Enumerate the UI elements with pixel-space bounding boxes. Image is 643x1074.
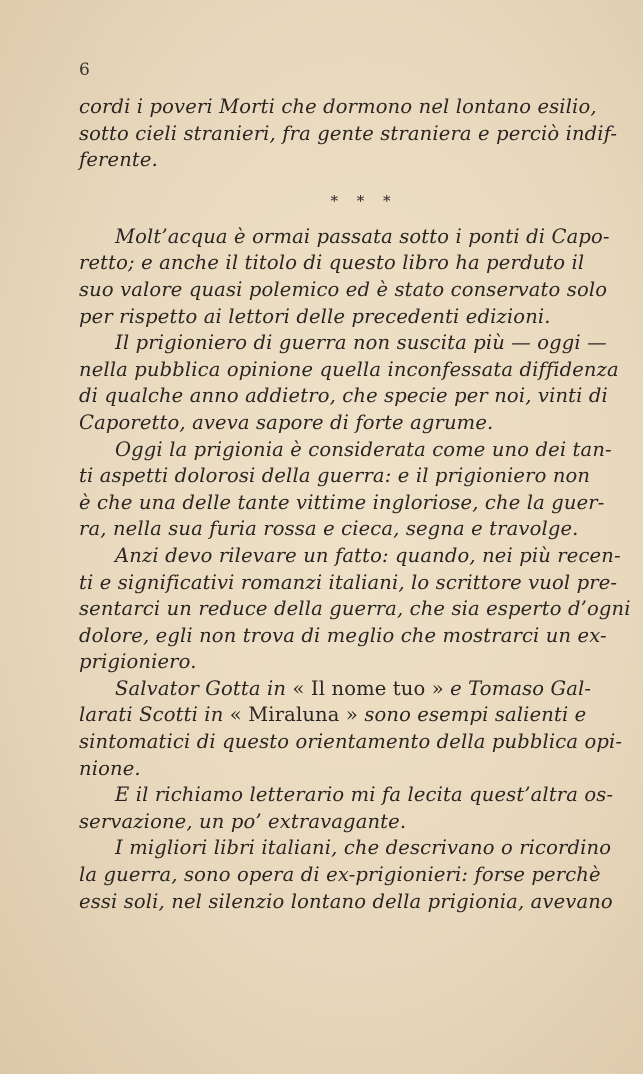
text-segment: larati Scotti in xyxy=(79,703,230,727)
text-line xyxy=(79,835,612,862)
text-line xyxy=(79,862,609,889)
text-segment: essi soli, nel silenzio lontano della prigionia, avevano xyxy=(79,889,613,913)
text-line xyxy=(79,437,612,464)
text-line xyxy=(79,623,609,650)
text-line xyxy=(79,676,609,703)
text-line xyxy=(79,410,609,437)
text-segment: servazione, un po’ extravagante. xyxy=(79,809,407,833)
text-line xyxy=(79,729,623,756)
body-text xyxy=(79,94,631,915)
book-title: « Il nome tuo » xyxy=(292,676,444,700)
text-segment: ferente. xyxy=(79,148,158,172)
text-segment: di qualche anno addietro, che specie per noi, vinti di xyxy=(79,384,608,408)
text-segment: nella pubblica opinione quella inconfessata diffidenza xyxy=(79,357,619,381)
text-segment: nione. xyxy=(79,756,141,780)
text-segment: I migliori libri italiani, che descrivano o ricordino xyxy=(115,836,612,860)
text-segment: la guerra, sono opera di ex-prigionieri: forse perchè xyxy=(79,863,601,887)
text-segment: Il prigioniero di guerra non suscita più — oggi — xyxy=(115,331,607,355)
text-segment: Oggi la prigionia è considerata come uno dei tan- xyxy=(115,437,612,461)
book-title: « Miraluna » xyxy=(229,703,358,727)
text-segment: cordi i poveri Morti che dormono nel lontano esilio, xyxy=(79,95,597,118)
text-segment: Caporetto, aveva sapore di forte agrume. xyxy=(79,410,494,434)
text-line xyxy=(79,304,609,331)
text-segment: ti aspetti dolorosi della guerra: e il prigioniero non xyxy=(79,464,591,488)
text-segment: sintomatici di questo orientamento della pubblica opi- xyxy=(79,730,623,754)
text-line xyxy=(79,570,618,597)
text-segment: e Tomaso Gal- xyxy=(443,676,592,700)
text-segment: sono esempi salienti e xyxy=(357,703,587,727)
text-line xyxy=(79,357,619,384)
section-separator xyxy=(79,178,609,224)
text-line xyxy=(79,649,609,676)
text-line xyxy=(79,756,609,783)
text-line xyxy=(79,543,621,570)
text-segment: Salvator Gotta in xyxy=(115,676,293,700)
text-line xyxy=(79,463,609,490)
text-line xyxy=(79,277,609,304)
text-line xyxy=(79,383,609,410)
text-segment: Anzi devo rilevare un fatto: quando, nei più recen- xyxy=(115,543,621,567)
text-segment: dolore, egli non trova di meglio che mostrarci un ex- xyxy=(79,623,607,647)
text-segment: E il richiamo letterario mi fa lecita quest’altra os- xyxy=(115,783,614,807)
text-segment: prigioniero. xyxy=(79,650,197,674)
text-line xyxy=(79,250,609,277)
text-line xyxy=(79,330,609,357)
text-segment: Molt’acqua è ormai passata sotto i ponti di Capo- xyxy=(115,224,610,248)
text-line xyxy=(79,889,613,916)
text-segment: è che una delle tante vittime ingloriose, che la guer- xyxy=(79,490,605,514)
text-line xyxy=(79,121,618,148)
text-segment: ti e significativi romanzi italiani, lo scrittore vuol pre- xyxy=(79,570,618,594)
text-segment: sotto cieli stranieri, fra gente straniera e perciò indif- xyxy=(79,121,618,145)
text-line xyxy=(79,782,614,809)
text-line xyxy=(79,702,609,729)
text-line xyxy=(79,94,609,121)
text-line xyxy=(79,596,631,623)
text-line xyxy=(79,516,609,543)
text-segment: suo valore quasi polemico ed è stato conservato solo xyxy=(79,277,608,301)
text-segment: * * * xyxy=(330,191,398,210)
text-line xyxy=(79,809,609,836)
text-segment: retto; e anche il titolo di questo libro ha perduto il xyxy=(79,251,585,275)
text-segment: sentarci un reduce della guerra, che sia esperto d’ogni xyxy=(79,597,631,621)
text-segment: per rispetto ai lettori delle precedenti edizioni. xyxy=(79,304,551,328)
text-segment: ra, nella sua furia rossa e cieca, segna e travolge. xyxy=(79,517,579,541)
text-line xyxy=(79,224,609,251)
text-line xyxy=(79,147,609,174)
text-line xyxy=(79,490,609,517)
page-number: 6 xyxy=(79,60,90,80)
